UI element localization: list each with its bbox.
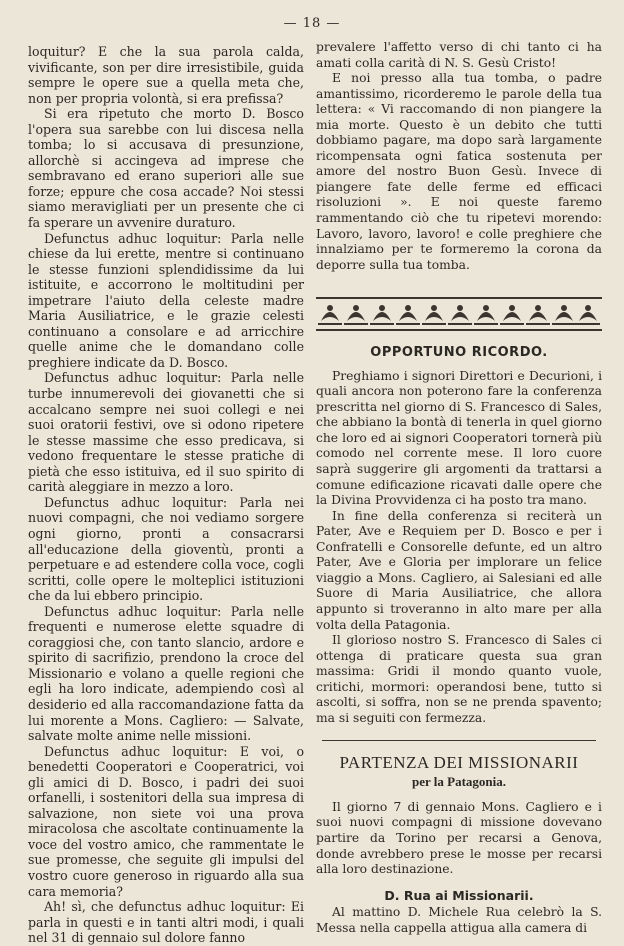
- section-divider: [322, 740, 596, 741]
- paragraph: Defunctus adhuc loquitur: E voi, o benedetti Cooperatori e Cooperatrici, voi gli amici di D. Bosco, i padri dei suoi orfanelli, i sostenitori della sua impresa di salvazione, non siete voi una prova miracolosa che ascoltate continuamente la voce del vostro amico, che rammentate le sue promesse, che seguite gli impulsi del vostro cuore generoso in riguardo alla sua cara memoria?: [28, 743, 304, 899]
- paragraph: Il glorioso nostro S. Francesco di Sales ci ottenga di praticare questa sua gran massima: Gridi il mondo quanto vuole, critichi, mormori: operandosi bene, tutto si ascolti, si soffra, non se ne prenda spavento; ma si seguiti con fermezza.: [316, 633, 602, 725]
- paragraph: loquitur? E che la sua parola calda, vivificante, son per dire irresistibile, guida sempre le opere sue a quella meta che, non per propria volontà, si era prefissa?: [28, 44, 304, 106]
- left-column: [28, 44, 304, 946]
- section-title-ricordo: OPPORTUNO RICORDO.: [370, 345, 548, 361]
- decorative-ornament-band: [316, 297, 602, 331]
- section-subtitle-partenza: per la Patagonia.: [411, 774, 506, 790]
- paragraph: Defunctus adhuc loquitur: Parla nelle chiese da lui erette, mentre si continuano le stesse funzioni splendidissime da lui istituite, e accorrono le moltitudini per impetrare l'aiuto della celeste madre Maria Ausiliatrice, e le grazie celesti continuano a consolare e ad arricchire quelle anime che le domandano colle preghiere indicate da D. Bosco.: [28, 230, 304, 370]
- paragraph: Preghiamo i signori Direttori e Decurioni, i quali ancora non poterono fare la conferenza prescritta nel giorno di S. Francesco di Sales, che abbiano la bontà di tenerla in quel giorno che loro ed ai signori Cooperatori tornerà più comodo nel corrente mese. Il loro cuore saprà suggerire gli argomenti da trattarsi a comune edificazione ricavati dalle opere che la Divina Provvidenza ci ha posto tra mano.: [316, 368, 602, 508]
- paragraph: Defunctus adhuc loquitur: Parla nelle frequenti e numerose elette squadre di coraggiosi che, con tanto slancio, ardore e spirito di sacrifizio, prendono la croce del Missionario e volano a quelle regioni che egli ha loro indicate, adempiendo così al desiderio ed alla raccomandazione fatta da lui morente a Mons. Cagliero: — Salvate, salvate molte anime nelle missioni.: [28, 603, 304, 744]
- ornament-icon: [316, 299, 602, 329]
- section-title-partenza: PARTENZA DEI MISSIONARII: [339, 753, 579, 773]
- page-number: — 18 —: [283, 16, 341, 31]
- paragraph: Defunctus adhuc loquitur: Parla nei nuovi compagni, che noi vediamo sorgere ogni giorno, pronti a consacrarsi all'educazione della gioventù, pronti a perpetuare e ad estendere colla voce, cogli scritti, colle opere le molteplici istituzioni che da lui ebbero principio.: [28, 494, 304, 604]
- paragraph: Al mattino D. Michele Rua celebrò la S. Messa nella cappella attigua alla camera di: [316, 905, 602, 935]
- paragraph: Defunctus adhuc loquitur: Parla nelle turbe innumerevoli dei giovanetti che si accalcano sempre nei suoi collegi e nei suoi oratorii festivi, ove si odono ripetere le stesse massime che esso predicava, si vedono frequentare le stesse pratiche di pietà che esso istituiva, ed il suo spirito di carità aleggiare in mezzo a loro.: [28, 370, 304, 495]
- paragraph: In fine della conferenza si reciterà un Pater, Ave e Requiem per D. Bosco e per i Confratelli e Consorelle defunte, ed un altro Pater, Ave e Gloria per implorare un felice viaggio a Mons. Cagliero, ai Salesiani ed alle Suore di Maria Ausiliatrice, che allora appunto si troveranno in alto mare per alla volta della Patagonia.: [316, 508, 602, 632]
- right-column: [316, 40, 602, 935]
- paragraph: Il giorno 7 di gennaio Mons. Cagliero e i suoi nuovi compagni di missione dovevano partire da Torino per recarsi a Genova, donde avrebbero prese le mosse per recarsi alla loro destinazione.: [316, 799, 602, 877]
- paragraph: prevalere l'affetto verso di chi tanto ci ha amati colla carità di N. S. Gesù Cristo!: [316, 40, 602, 70]
- sub-section-title: D. Rua ai Missionarii.: [384, 887, 534, 903]
- paragraph: Ah! sì, che defunctus adhuc loquitur: Ei parla in questi e in tanti altri modi, i quali nel 31 di gennaio sul dolore fanno: [28, 899, 304, 946]
- paragraph: E noi presso alla tua tomba, o padre amantissimo, ricorderemo le parole della tua lettera: « Vi raccomando di non piangere la mia morte. Questo è un debito che tutti dobbiamo pagare, ma dopo sarà largamente ricompensata ogni fatica sostenuta per amore del nostro Buon Gesù. Invece di piangere fate delle ferme ed efficaci risoluzioni ». E noi queste faremo rammentando ciò che tu ripetevi morendo: Lavoro, lavoro, lavoro! e colle preghiere che innalziamo per te formeremo la corona da deporre sulla tua tomba.: [316, 71, 602, 272]
- paragraph: Si era ripetuto che morto D. Bosco l'opera sua sarebbe con lui discesa nella tomba; lo si accusava di presunzione, allorchè si accingeva ad imprese che sembravano ed erano superiori alle sue forze; eppure che cosa accade? Noi stessi siamo meravigliati per un presente che ci fa sperare un avvenire duraturo.: [28, 106, 304, 231]
